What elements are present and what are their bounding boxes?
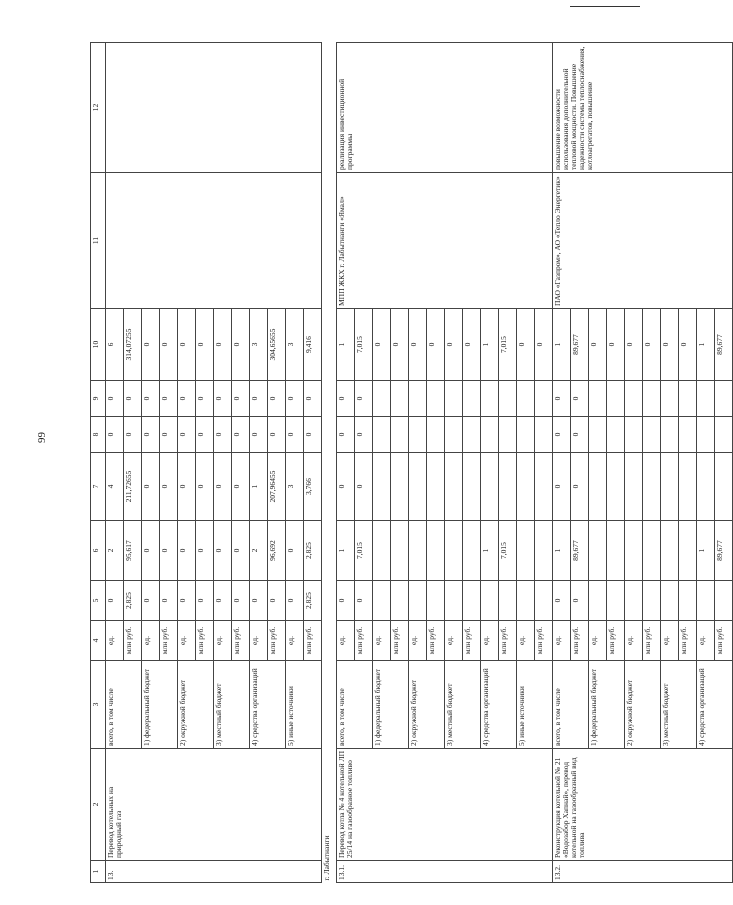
value-cell: 207,96455 — [268, 453, 286, 521]
goal: повышение возможности использования дополнительной тепловой мощности. Повышение надежности системы теплоснабжения, котлоагрегатов, повышение — [553, 43, 733, 173]
value-cell: 0 — [124, 381, 142, 417]
value-cell — [607, 521, 625, 581]
header-cell: 8 — [91, 417, 106, 453]
value-cell — [535, 453, 553, 521]
value-cell — [427, 381, 445, 417]
value-cell: 0 — [553, 453, 571, 521]
value-cell: 0 — [607, 309, 625, 381]
value-cell: 3 — [286, 309, 304, 381]
value-cell: 0 — [214, 381, 232, 417]
table-body — [106, 43, 733, 883]
value-cell: 0 — [643, 309, 661, 381]
value-cell: 0 — [517, 309, 535, 381]
value-cell: 0 — [304, 417, 322, 453]
unit-cell: ед. — [481, 621, 499, 661]
value-cell — [679, 581, 697, 621]
value-cell: 0 — [106, 381, 124, 417]
value-cell: 7,015 — [499, 521, 517, 581]
value-cell — [589, 581, 607, 621]
unit-cell: млн руб. — [355, 621, 373, 661]
value-cell: 0 — [286, 417, 304, 453]
header-cell: 2 — [91, 749, 106, 861]
value-cell: 2,825 — [124, 581, 142, 621]
value-cell: 0 — [355, 381, 373, 417]
value-cell: 1 — [553, 521, 571, 581]
value-cell — [535, 381, 553, 417]
value-cell: 0 — [142, 581, 160, 621]
unit-cell: ед. — [106, 621, 124, 661]
unit-cell: ед. — [142, 621, 160, 661]
unit-cell: млн руб. — [715, 621, 733, 661]
value-cell — [373, 521, 391, 581]
value-cell: 0 — [409, 309, 427, 381]
value-cell: 0 — [571, 417, 589, 453]
value-cell: 0 — [124, 417, 142, 453]
value-cell — [445, 417, 463, 453]
value-cell: 0 — [214, 453, 232, 521]
goal: реализация инвестиционной программы — [337, 43, 553, 173]
value-cell: 0 — [160, 381, 178, 417]
value-cell: 1 — [553, 309, 571, 381]
value-cell: 0 — [427, 309, 445, 381]
value-cell: 0 — [142, 381, 160, 417]
value-cell — [697, 417, 715, 453]
value-cell — [391, 453, 409, 521]
value-cell — [661, 417, 679, 453]
value-cell — [373, 581, 391, 621]
value-cell: 1 — [337, 521, 355, 581]
value-cell — [427, 521, 445, 581]
unit-cell: млн руб. — [427, 621, 445, 661]
value-cell: 89,677 — [571, 309, 589, 381]
header-cell: 5 — [91, 581, 106, 621]
value-cell — [373, 453, 391, 521]
unit-cell: млн руб. — [268, 621, 286, 661]
value-cell — [427, 417, 445, 453]
unit-cell: ед. — [250, 621, 268, 661]
value-cell — [391, 581, 409, 621]
value-cell: 89,677 — [715, 521, 733, 581]
value-cell: 3 — [250, 309, 268, 381]
value-cell: 0 — [571, 581, 589, 621]
value-cell: 89,677 — [571, 521, 589, 581]
value-cell: 0 — [337, 417, 355, 453]
value-cell: 7,015 — [499, 309, 517, 381]
value-cell — [481, 417, 499, 453]
value-cell: 0 — [286, 521, 304, 581]
value-cell — [643, 581, 661, 621]
value-cell — [679, 381, 697, 417]
value-cell: 304,65655 — [268, 309, 286, 381]
value-cell: 0 — [160, 521, 178, 581]
value-cell: 0 — [106, 417, 124, 453]
unit-cell: млн руб. — [196, 621, 214, 661]
table-row — [337, 43, 355, 883]
table-row — [106, 43, 124, 883]
value-cell — [715, 417, 733, 453]
funding-source: 1) федеральный бюджет — [373, 661, 409, 749]
value-cell: 2 — [106, 521, 124, 581]
value-cell: 3 — [286, 453, 304, 521]
value-cell: 0 — [355, 453, 373, 521]
header-cell: 6 — [91, 521, 106, 581]
value-cell: 0 — [178, 381, 196, 417]
value-cell — [625, 453, 643, 521]
value-cell: 0 — [142, 453, 160, 521]
value-cell: 0 — [232, 521, 250, 581]
value-cell — [715, 581, 733, 621]
value-cell: 0 — [178, 309, 196, 381]
unit-cell: ед. — [286, 621, 304, 661]
unit-cell: млн руб. — [571, 621, 589, 661]
value-cell: 0 — [589, 309, 607, 381]
executor: МПП ЖКХ г. Лабытнанги «Ямал» — [337, 173, 553, 309]
value-cell — [517, 453, 535, 521]
funding-source: всего, в том числе — [337, 661, 373, 749]
value-cell — [481, 581, 499, 621]
page-number: 99 — [36, 432, 48, 443]
value-cell: 0 — [679, 309, 697, 381]
value-cell — [589, 381, 607, 417]
unit-cell: млн руб. — [232, 621, 250, 661]
unit-cell: ед. — [214, 621, 232, 661]
unit-cell: млн руб. — [679, 621, 697, 661]
value-cell: 0 — [196, 381, 214, 417]
header-cell: 7 — [91, 453, 106, 521]
value-cell: 0 — [286, 381, 304, 417]
unit-cell: ед. — [589, 621, 607, 661]
funding-source: 4) средства организаций — [250, 661, 286, 749]
value-cell: 2 — [250, 521, 268, 581]
value-cell — [697, 581, 715, 621]
value-cell — [463, 453, 481, 521]
value-cell — [625, 417, 643, 453]
value-cell: 0 — [214, 309, 232, 381]
value-cell — [661, 453, 679, 521]
section-number: 13. — [106, 861, 322, 883]
value-cell: 95,617 — [124, 521, 142, 581]
value-cell: 0 — [553, 581, 571, 621]
value-cell — [409, 581, 427, 621]
header-cell: 4 — [91, 621, 106, 661]
value-cell — [589, 453, 607, 521]
section-name: Реконструкция котельной № 21 «Водозабор Хапнай», перевод котельной на газообразный вид топлива — [553, 749, 733, 861]
funding-source: 2) окружной бюджет — [409, 661, 445, 749]
value-cell — [445, 453, 463, 521]
value-cell — [481, 453, 499, 521]
value-cell — [517, 581, 535, 621]
value-cell: 0 — [268, 581, 286, 621]
executor — [106, 173, 322, 309]
value-cell: 0 — [250, 581, 268, 621]
value-cell — [643, 417, 661, 453]
value-cell: 7,015 — [355, 309, 373, 381]
value-cell: 0 — [661, 309, 679, 381]
value-cell: 1 — [337, 309, 355, 381]
goal — [106, 43, 322, 173]
value-cell — [607, 417, 625, 453]
unit-cell: млн руб. — [499, 621, 517, 661]
value-cell — [625, 381, 643, 417]
program-table — [90, 42, 733, 883]
value-cell: 0 — [391, 309, 409, 381]
value-cell — [535, 581, 553, 621]
section-name: Перевод котельных на природный газ — [106, 749, 322, 861]
value-cell — [697, 453, 715, 521]
value-cell: 0 — [178, 521, 196, 581]
funding-source: всего, в том числе — [106, 661, 142, 749]
value-cell — [517, 381, 535, 417]
value-cell: 0 — [232, 309, 250, 381]
value-cell — [409, 417, 427, 453]
value-cell — [463, 581, 481, 621]
value-cell: 4 — [106, 453, 124, 521]
value-cell: 0 — [304, 381, 322, 417]
funding-source: 4) средства организаций — [481, 661, 517, 749]
value-cell — [409, 381, 427, 417]
unit-cell: млн руб. — [463, 621, 481, 661]
value-cell — [661, 521, 679, 581]
funding-source: всего, в том числе — [553, 661, 589, 749]
value-cell: 0 — [463, 309, 481, 381]
value-cell — [463, 381, 481, 417]
value-cell — [715, 453, 733, 521]
unit-cell: млн руб. — [391, 621, 409, 661]
funding-source: 2) окружной бюджет — [625, 661, 661, 749]
value-cell: 0 — [268, 417, 286, 453]
value-cell — [643, 381, 661, 417]
value-cell: 0 — [160, 581, 178, 621]
unit-cell: ед. — [445, 621, 463, 661]
value-cell: 1 — [697, 309, 715, 381]
value-cell — [607, 453, 625, 521]
unit-cell: млн руб. — [643, 621, 661, 661]
value-cell: 0 — [355, 581, 373, 621]
header-cell: 12 — [91, 43, 106, 173]
value-cell: 314,07255 — [124, 309, 142, 381]
unit-cell: ед. — [337, 621, 355, 661]
value-cell: 0 — [196, 309, 214, 381]
value-cell — [535, 521, 553, 581]
value-cell: 0 — [178, 581, 196, 621]
value-cell: 0 — [142, 309, 160, 381]
value-cell: 0 — [625, 309, 643, 381]
rotated-table-wrapper — [90, 43, 724, 883]
value-cell — [517, 417, 535, 453]
funding-source: 5) иные источники — [517, 661, 553, 749]
section-number: 13.1. — [337, 861, 553, 883]
value-cell: 0 — [214, 521, 232, 581]
value-cell: 1 — [697, 521, 715, 581]
funding-source: 3) местный бюджет — [445, 661, 481, 749]
value-cell: 211,72655 — [124, 453, 142, 521]
value-cell: 0 — [142, 417, 160, 453]
value-cell — [481, 381, 499, 417]
value-cell: 0 — [355, 417, 373, 453]
value-cell: 0 — [232, 417, 250, 453]
value-cell — [607, 381, 625, 417]
section-number: 13.2. — [553, 861, 733, 883]
value-cell — [535, 417, 553, 453]
value-cell: 0 — [196, 453, 214, 521]
value-cell: 0 — [196, 417, 214, 453]
funding-source: 1) федеральный бюджет — [589, 661, 625, 749]
value-cell — [607, 581, 625, 621]
value-cell: 0 — [553, 417, 571, 453]
funding-source: 5) иные источники — [286, 661, 322, 749]
value-cell — [715, 381, 733, 417]
value-cell — [589, 521, 607, 581]
group-row — [322, 43, 337, 883]
value-cell — [409, 453, 427, 521]
value-cell: 96,692 — [268, 521, 286, 581]
value-cell — [697, 381, 715, 417]
value-cell: 9,416 — [304, 309, 322, 381]
value-cell — [391, 417, 409, 453]
unit-cell: млн руб. — [160, 621, 178, 661]
value-cell — [409, 521, 427, 581]
value-cell: 0 — [160, 309, 178, 381]
value-cell: 0 — [178, 453, 196, 521]
value-cell — [445, 521, 463, 581]
value-cell: 1 — [481, 521, 499, 581]
value-cell: 0 — [337, 453, 355, 521]
value-cell: 0 — [196, 521, 214, 581]
funding-source: 1) федеральный бюджет — [142, 661, 178, 749]
unit-cell: ед. — [661, 621, 679, 661]
value-cell: 2,825 — [304, 581, 322, 621]
value-cell — [679, 417, 697, 453]
value-cell: 0 — [106, 581, 124, 621]
value-cell — [499, 417, 517, 453]
value-cell — [643, 521, 661, 581]
value-cell — [463, 417, 481, 453]
header-cell: 11 — [91, 173, 106, 309]
funding-source: 4) средства организаций — [697, 661, 733, 749]
unit-cell: млн руб. — [124, 621, 142, 661]
value-cell — [499, 581, 517, 621]
value-cell: 0 — [337, 581, 355, 621]
executor: ПАО «Газпром», АО «Тепло Энергетик» — [553, 173, 733, 309]
value-cell: 0 — [373, 309, 391, 381]
value-cell: 1 — [481, 309, 499, 381]
value-cell: 0 — [232, 453, 250, 521]
value-cell: 6 — [106, 309, 124, 381]
value-cell: 0 — [571, 453, 589, 521]
value-cell: 0 — [142, 521, 160, 581]
header-row — [91, 43, 106, 883]
value-cell — [499, 453, 517, 521]
value-cell: 0 — [250, 381, 268, 417]
value-cell: 0 — [232, 581, 250, 621]
value-cell — [373, 381, 391, 417]
value-cell: 0 — [214, 417, 232, 453]
value-cell — [427, 453, 445, 521]
value-cell — [643, 453, 661, 521]
unit-cell: ед. — [373, 621, 391, 661]
value-cell — [427, 581, 445, 621]
value-cell: 0 — [337, 381, 355, 417]
top-rule — [570, 6, 640, 7]
value-cell: 0 — [160, 417, 178, 453]
value-cell: 0 — [250, 417, 268, 453]
funding-source: 3) местный бюджет — [661, 661, 697, 749]
value-cell: 0 — [268, 381, 286, 417]
unit-cell: ед. — [625, 621, 643, 661]
unit-cell: ед. — [409, 621, 427, 661]
value-cell — [445, 381, 463, 417]
unit-cell: ед. — [697, 621, 715, 661]
unit-cell: млн руб. — [607, 621, 625, 661]
value-cell — [679, 521, 697, 581]
unit-cell: ед. — [517, 621, 535, 661]
value-cell: 89,677 — [715, 309, 733, 381]
value-cell: 0 — [178, 417, 196, 453]
value-cell: 0 — [232, 381, 250, 417]
value-cell: 0 — [553, 381, 571, 417]
header-cell: 9 — [91, 381, 106, 417]
header-cell: 3 — [91, 661, 106, 749]
value-cell — [625, 581, 643, 621]
unit-cell: ед. — [553, 621, 571, 661]
value-cell — [445, 581, 463, 621]
group-label: г. Лабытнанги — [322, 43, 337, 883]
header-cell: 1 — [91, 861, 106, 883]
unit-cell: млн руб. — [535, 621, 553, 661]
section-name: Перевод котла № 4 котельной ЛП 25/14 на газообразное топливо — [337, 749, 553, 861]
value-cell — [391, 381, 409, 417]
value-cell: 1 — [250, 453, 268, 521]
value-cell: 0 — [160, 453, 178, 521]
value-cell: 7,015 — [355, 521, 373, 581]
value-cell: 3,766 — [304, 453, 322, 521]
value-cell — [589, 417, 607, 453]
value-cell: 0 — [196, 581, 214, 621]
value-cell: 2,825 — [304, 521, 322, 581]
value-cell: 0 — [445, 309, 463, 381]
value-cell: 0 — [571, 381, 589, 417]
value-cell — [679, 453, 697, 521]
value-cell — [373, 417, 391, 453]
unit-cell: млн руб. — [304, 621, 322, 661]
value-cell — [661, 381, 679, 417]
unit-cell: ед. — [178, 621, 196, 661]
funding-source: 3) местный бюджет — [214, 661, 250, 749]
funding-source: 2) окружной бюджет — [178, 661, 214, 749]
value-cell: 0 — [286, 581, 304, 621]
table-row — [553, 43, 571, 883]
value-cell — [391, 521, 409, 581]
value-cell — [517, 521, 535, 581]
header-cell: 10 — [91, 309, 106, 381]
value-cell — [463, 521, 481, 581]
value-cell — [625, 521, 643, 581]
value-cell — [661, 581, 679, 621]
value-cell: 0 — [535, 309, 553, 381]
value-cell — [499, 381, 517, 417]
value-cell: 0 — [214, 581, 232, 621]
